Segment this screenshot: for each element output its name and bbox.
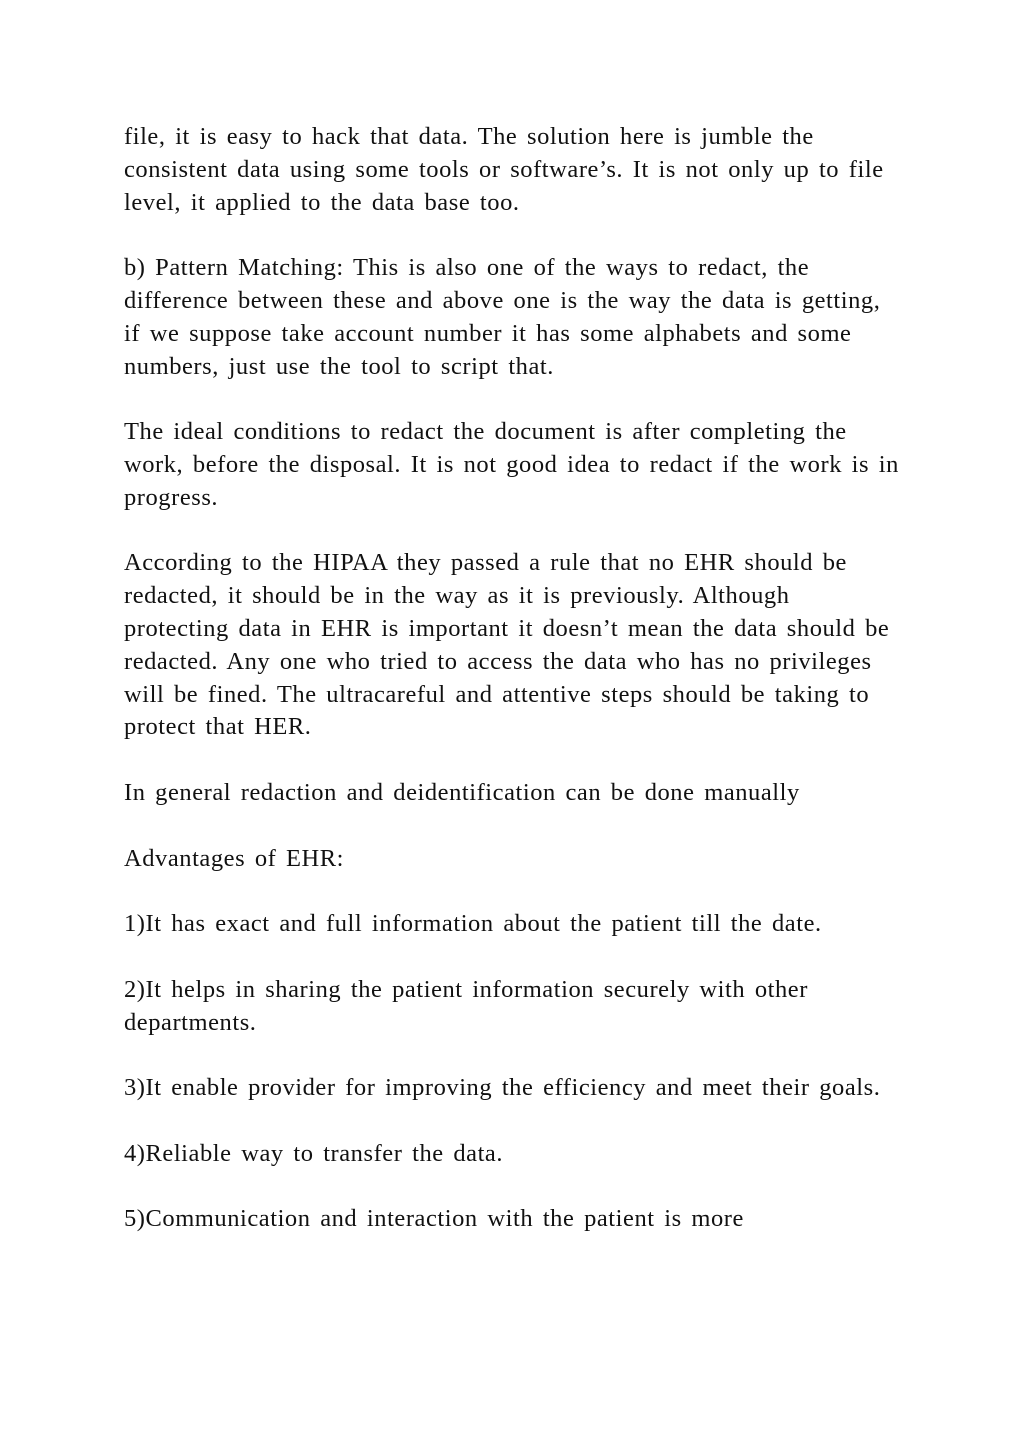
paragraph-general-redaction: In general redaction and deidentification can be done manually bbox=[124, 778, 800, 806]
document-body bbox=[124, 121, 904, 1236]
list-item-advantage-2: 2)It helps in sharing the patient information securely with other departments. bbox=[124, 975, 808, 1036]
paragraph-pattern-matching: b) Pattern Matching: This is also one of the ways to redact, the difference between these and above one is the way the data is getting, if we suppose take account number it has some alphabets and some numbers, just use the tool to script that. bbox=[124, 254, 881, 380]
list-item-advantage-5: 5)Communication and interaction with the patient is more bbox=[124, 1205, 744, 1233]
paragraph-ideal-conditions: The ideal conditions to redact the document is after completing the work, before the disposal. It is not good idea to redact if the work is in progress. bbox=[124, 418, 899, 511]
section-heading-advantages: Advantages of EHR: bbox=[124, 844, 345, 872]
list-item-advantage-3: 3)It enable provider for improving the efficiency and meet their goals. bbox=[124, 1074, 881, 1102]
paragraph-hipaa-rule: According to the HIPAA they passed a rule that no EHR should be redacted, it should be in the way as it is previously. Although protecting data in EHR is important it doesn’t mean the data should be redacted. Any one who tried to access the data who has no privileges will be fined. The ultracareful and attentive steps should be taking to protect that HER. bbox=[124, 549, 890, 741]
list-item-advantage-1: 1)It has exact and full information about the patient till the date. bbox=[124, 910, 822, 938]
list-item-advantage-4: 4)Reliable way to transfer the data. bbox=[124, 1139, 504, 1167]
paragraph-hacking-solution: file, it is easy to hack that data. The solution here is jumble the consistent data using some tools or software’s. It is not only up to file level, it applied to the data base too. bbox=[124, 123, 884, 216]
